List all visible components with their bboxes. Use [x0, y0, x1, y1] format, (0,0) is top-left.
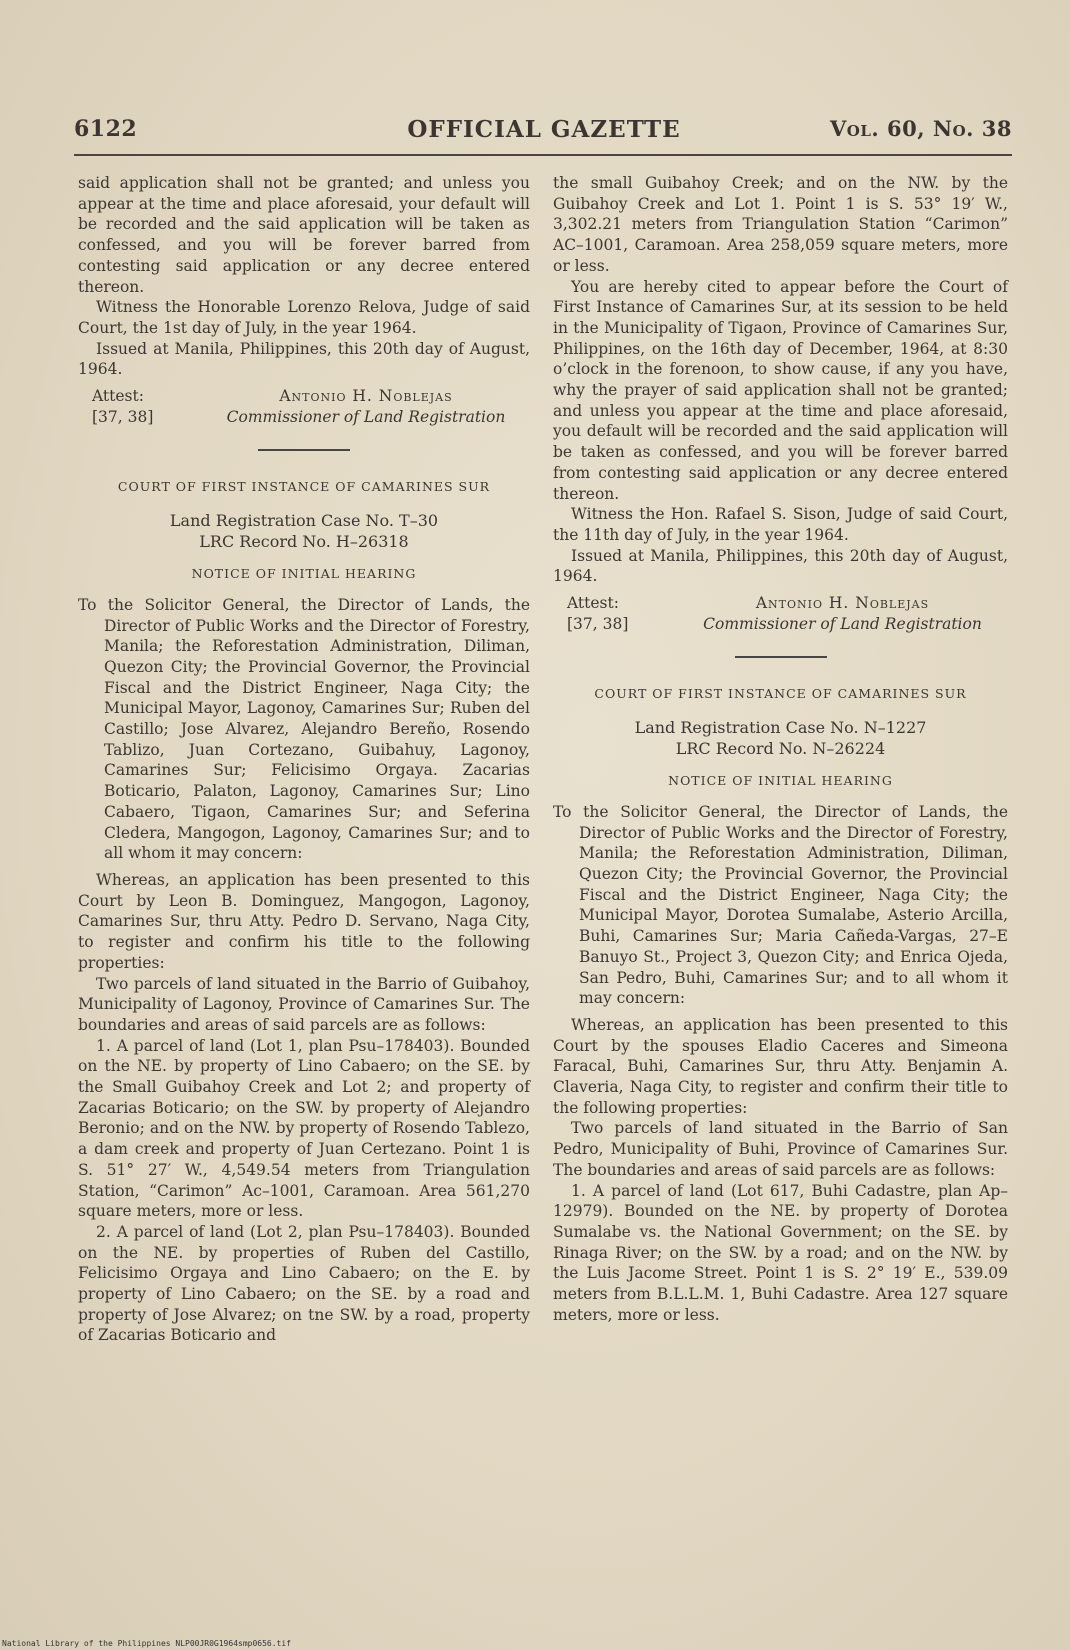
record-number: LRC Record No. N–26224 [675, 739, 886, 759]
court-heading: COURT OF FIRST INSTANCE OF CAMARINES SUR [117, 479, 491, 495]
left-witness: Witness the Honorable Lorenzo Relova, Judge of said Court, the 1st day of July, in the year 1964. [78, 298, 530, 337]
page-number: 6122 [74, 116, 138, 142]
right-attest-title-line [553, 614, 1008, 635]
attest-label: Attest: [567, 594, 619, 613]
attest-name: Antonio H. Noblejas [755, 594, 930, 613]
left-attest-title-line [78, 407, 530, 428]
header-rule [74, 154, 1012, 156]
right-issued: Issued at Manila, Philippines, this 20th day of August, 1964. [553, 546, 1008, 586]
left-parcels-intro: Two parcels of land situated in the Barrio of Guibahoy, Municipality of Lagonoy, Province of Camarines Sur. The boundaries and areas of said parcels are as follows: [78, 974, 530, 1034]
attest-ref: [37, 38] [567, 614, 629, 633]
right-citation: You are hereby cited to appear before the Court of First Instance of Camarines Sur, at its session to be held in the Municipality of Tigaon, Province of Camarines Sur, Philippines, on the 16th day of December, 1964, at 8:30 o’clock in the forenoon, to show cause, if any you have, why the prayer of said application shall not be granted; and unless you appear at the time and place aforesaid, you default will be recorded and the said application will be taken as confessed, and you will be forever barred from contesting said application or any decree entered thereon. [553, 277, 1008, 503]
notice-heading: NOTICE OF INITIAL HEARING [191, 566, 417, 582]
right-addressees: To the Solicitor General, the Director of Lands, the Director of Public Works and the Director of Forestry, Manila; the Reforestation Administration, Diliman, Quezon City; the Provincial Governor, the Provincial Fiscal and the District Engineer, Naga City; the Municipal Mayor, Dorotea Sumalabe, Asterio Arcilla, Buhi, Camarines Sur; Maria Cañeda-Vargas, 27–E Banuyo St., Project 3, Quezon City; and Enrica Ojeda, San Pedro, Buhi, Camarines Sur; and to all whom it may concern: [553, 802, 1008, 1008]
court-heading: COURT OF FIRST INSTANCE OF CAMARINES SUR [594, 686, 967, 702]
left-paragraph-1: said application shall not be granted; and unless you appear at the time and place aforesaid, your default will be recorded and the said application will be taken as confessed, and you will be forever barred from contesting said application or any decree entered thereon. [78, 174, 530, 296]
right-attest-line [553, 593, 1008, 614]
attest-title: Commissioner of Land Registration [703, 614, 982, 633]
right-paragraph-1: the small Guibahoy Creek; and on the NW. by the Guibahoy Creek and Lot 1. Point 1 is S. 53° 19′ W., 3,302.21 meters from Triangulation Station “Carimon” AC–1001, Caramoan. Area 258,059 square meters, more or less. [553, 174, 1008, 275]
record-number: LRC Record No. H–26318 [199, 532, 409, 552]
scan-footer: National Library of the Philippines NLP00JR0G1964smp0656.tif [2, 1639, 291, 1648]
attest-ref: [37, 38] [92, 407, 154, 426]
attest-label: Attest: [92, 387, 144, 406]
right-parcels-intro: Two parcels of land situated in the Barrio of San Pedro, Municipality of Buhi, Province of Camarines Sur. The boundaries and areas of said parcels are as follows: [553, 1119, 1008, 1179]
right-column [553, 173, 1008, 1325]
page-header [74, 116, 1014, 148]
case-number: Land Registration Case No. T–30 [169, 511, 439, 531]
right-parcel-1: 1. A parcel of land (Lot 617, Buhi Cadastre, plan Ap–12979). Bounded on the NE. by property of Dorotea Sumalabe vs. the National Government; on the SE. by Rinaga River; on the SW. by a road; and on the NW. by the Luis Jacome Street. Point 1 is S. 2° 19′ E., 539.09 meters from B.L.L.M. 1, Buhi Cadastre. Area 127 square meters, more or less. [553, 1181, 1008, 1324]
notice-heading: NOTICE OF INITIAL HEARING [668, 773, 893, 789]
section-separator [735, 656, 827, 658]
publication-title: OFFICIAL GAZETTE [407, 116, 681, 143]
left-parcel-1: 1. A parcel of land (Lot 1, plan Psu–178403). Bounded on the NE. by property of Lino Cabaero; on the SE. by the Small Guibahoy Creek and Lot 2; and property of Zacarias Boticario; on the SW. by property of Alejandro Beronio; and on the NW. by property of Rosendo Tablezo, a dam creek and property of Juan Certezano. Point 1 is S. 51° 27′ W., 4,549.54 meters from Triangulation Station, “Carimon” Ac–1001, Caramoan. Area 561,270 square meters, more or less. [78, 1036, 530, 1221]
left-column [78, 173, 530, 1346]
volume-number: Vol. 60, No. 38 [830, 116, 1012, 141]
left-issued: Issued at Manila, Philippines, this 20th day of August, 1964. [78, 339, 530, 379]
case-number: Land Registration Case No. N–1227 [634, 718, 927, 738]
left-parcel-2: 2. A parcel of land (Lot 2, plan Psu–178403). Bounded on the NE. by properties of Ruben del Castillo, Felicisimo Orgaya and Lino Cabaero; on the E. by property of Lino Cabaero; on the SE. by a road and property of Jose Alvarez; on tne SW. by a road, property of Zacarias Boticario and [78, 1222, 530, 1345]
left-addressees: To the Solicitor General, the Director of Lands, the Director of Public Works and the Director of Forestry, Manila; the Reforestation Administration, Diliman, Quezon City; the Provincial Governor, the Provincial Fiscal and the District Engineer, Naga City; the Municipal Mayor, Lagonoy, Camarines Sur; Ruben del Castillo; Jose Alvarez, Alejandro Bereño, Rosendo Tablizo, Juan Cortezano, Guibahuy, Lagonoy, Camarines Sur; Felicisimo Orgaya. Zacarias Boticario, Palaton, Lagonoy, Camarines Sur; Lino Cabaero, Tigaon, Camarines Sur; and Seferina Cledera, Mangogon, Lagonoy, Camarines Sur; and to all whom it may concern: [78, 595, 530, 863]
left-whereas: Whereas, an application has been presented to this Court by Leon B. Dominguez, Mangogon, Lagonoy, Camarines Sur, thru Atty. Pedro D. Servano, Naga City, to register and confirm his title to the following properties: [78, 870, 530, 972]
right-whereas: Whereas, an application has been presented to this Court by the spouses Eladio Caceres and Simeona Faracal, Buhi, Camarines Sur, thru Atty. Benjamin A. Claveria, Naga City, to register and confirm their title to the following properties: [553, 1015, 1008, 1117]
attest-title: Commissioner of Land Registration [226, 407, 506, 426]
left-attest-line [78, 386, 530, 407]
attest-name: Antonio H. Noblejas [279, 387, 453, 406]
section-separator [258, 449, 350, 451]
right-witness: Witness the Hon. Rafael S. Sison, Judge of said Court, the 11th day of July, in the year 1964. [553, 505, 1008, 544]
